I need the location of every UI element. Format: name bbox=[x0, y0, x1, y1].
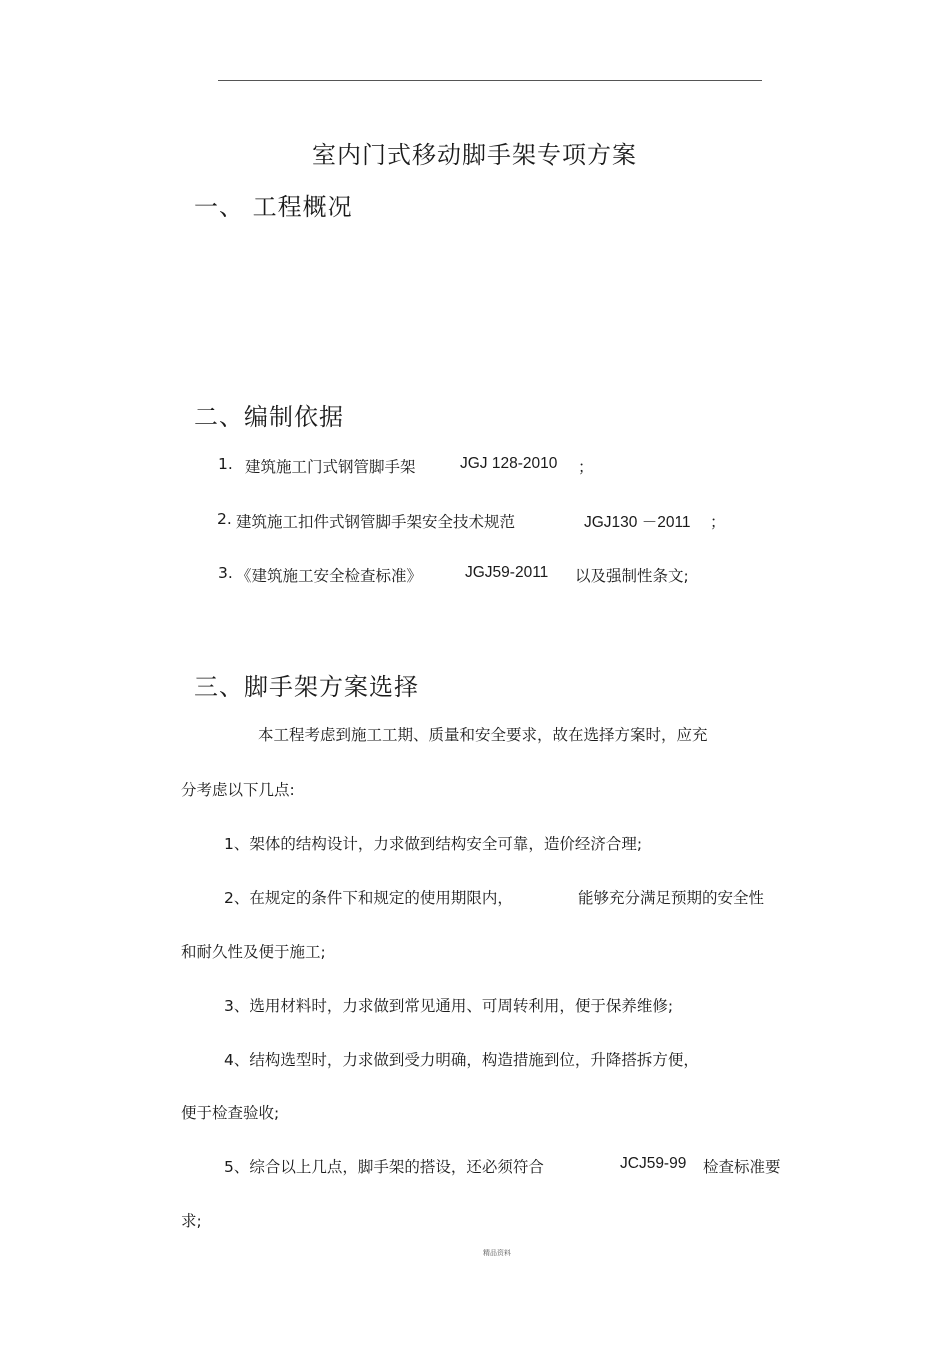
reference-number: 3. bbox=[218, 564, 233, 582]
paragraph-line: 便于检查验收; bbox=[181, 1104, 280, 1122]
paragraph-line: 分考虑以下几点: bbox=[181, 781, 295, 799]
point-item: 1、架体的结构设计，力求做到结构安全可靠，造价经济合理; bbox=[224, 835, 643, 853]
point-item-continued: 能够充分满足预期的安全性 bbox=[578, 889, 765, 907]
reference-code: JGJ130 －2011 bbox=[584, 514, 691, 531]
point-item: 5、综合以上几点，脚手架的搭设，还必须符合 bbox=[224, 1158, 544, 1176]
reference-code: JGJ 128-2010 bbox=[460, 455, 558, 472]
point-item: 2、在规定的条件下和规定的使用期限内， bbox=[224, 889, 513, 907]
reference-number: 2. bbox=[217, 510, 232, 528]
reference-name: 建筑施工扣件式钢管脚手架安全技术规范 bbox=[236, 513, 516, 531]
reference-number: 1. bbox=[218, 455, 233, 473]
point-item: 3、选用材料时，力求做到常见通用、可周转利用，便于保养维修; bbox=[224, 997, 674, 1015]
standard-code: JCJ59-99 bbox=[620, 1155, 687, 1172]
paragraph-line: 和耐久性及便于施工; bbox=[181, 943, 326, 961]
section-heading-basis: 二、编制依据 bbox=[194, 403, 344, 431]
section-heading-scheme: 三、脚手架方案选择 bbox=[194, 673, 419, 701]
section-heading-overview: 一、 工程概况 bbox=[194, 193, 353, 221]
reference-code: JGJ59-2011 bbox=[465, 564, 549, 581]
paragraph-line: 本工程考虑到施工工期、质量和安全要求，故在选择方案时，应充 bbox=[258, 726, 708, 744]
reference-tail: 以及强制性条文; bbox=[575, 567, 689, 585]
page-footer: 精品资料 bbox=[483, 1249, 511, 1257]
reference-name: 《建筑施工安全检查标准》 bbox=[236, 567, 423, 585]
reference-tail: ； bbox=[710, 513, 726, 531]
reference-name: 建筑施工门式钢管脚手架 bbox=[245, 458, 416, 476]
reference-tail: ； bbox=[578, 458, 594, 476]
document-title: 室内门式移动脚手架专项方案 bbox=[312, 141, 637, 169]
header-rule bbox=[218, 80, 762, 81]
paragraph-line: 求; bbox=[181, 1212, 202, 1230]
point-item-continued: 检查标准要 bbox=[703, 1158, 781, 1176]
point-item: 4、结构选型时，力求做到受力明确，构造措施到位，升降搭拆方便， bbox=[224, 1051, 699, 1069]
